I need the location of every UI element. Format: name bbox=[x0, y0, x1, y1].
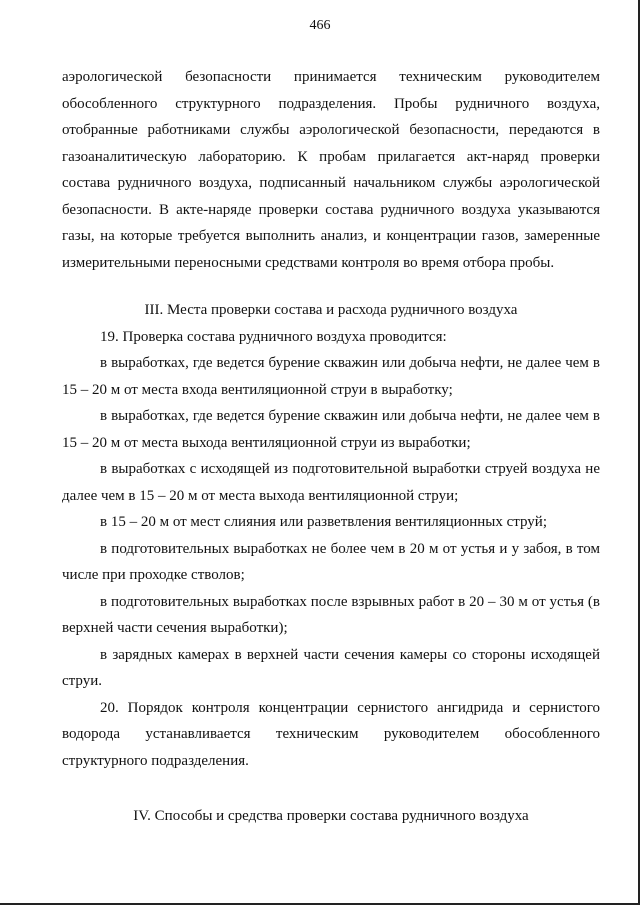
paragraph-19: 19. Проверка состава рудничного воздуха проводится: bbox=[100, 328, 447, 345]
list-item: в выработках, где ведется бурение скважин или добыча нефти, не далее чем в 15 – 20 м от места выхода вентиляционной струи из выработки; bbox=[62, 408, 600, 451]
paragraph-continued: аэрологической безопасности принимается техническим руководителем обособленного структурного подразделения. Пробы рудничного воздуха, отобранные работниками службы аэрологической безопасности, передаются в газоаналитическую лабораторию. К пробам прилагается акт-наряд проверки состава рудничного воздуха, подписанный начальником службы аэрологической безопасности. В акте-наряде проверки состава рудничного воздуха указываются газы, на которые требуется выполнить анализ, и концентрации газов, замеренные измерительными переносными средствами контроля во время отбора пробы. bbox=[62, 69, 600, 271]
section-heading-iii: III. Места проверки состава и расхода рудничного воздуха bbox=[144, 302, 518, 318]
list-item: в зарядных камерах в верхней части сечения камеры со стороны исходящей струи. bbox=[62, 646, 600, 689]
list-item: в выработках, где ведется бурение скважин или добыча нефти, не далее чем в 15 – 20 м от места входа вентиляционной струи в выработку; bbox=[62, 355, 600, 398]
document-body bbox=[62, 64, 600, 830]
section-heading-iv: IV. Способы и средства проверки состава рудничного воздуха bbox=[133, 808, 529, 824]
list-item: в подготовительных выработках после взрывных работ в 20 – 30 м от устья (в верхней части сечения выработки); bbox=[62, 593, 600, 636]
list-item: в подготовительных выработках не более чем в 20 м от устья и у забоя, в том числе при проходке стволов; bbox=[62, 540, 600, 583]
page-number: 466 bbox=[309, 18, 331, 33]
list-item: в 15 – 20 м от мест слияния или разветвления вентиляционных струй; bbox=[100, 514, 547, 530]
list-item: в выработках с исходящей из подготовительной выработки струей воздуха не далее чем в 15 – 20 м от места выхода вентиляционной струи; bbox=[62, 461, 600, 504]
paragraph-20: 20. Порядок контроля концентрации сернистого ангидрида и сернистого водорода устанавливается техническим руководителем обособленного структурного подразделения. bbox=[62, 699, 600, 769]
